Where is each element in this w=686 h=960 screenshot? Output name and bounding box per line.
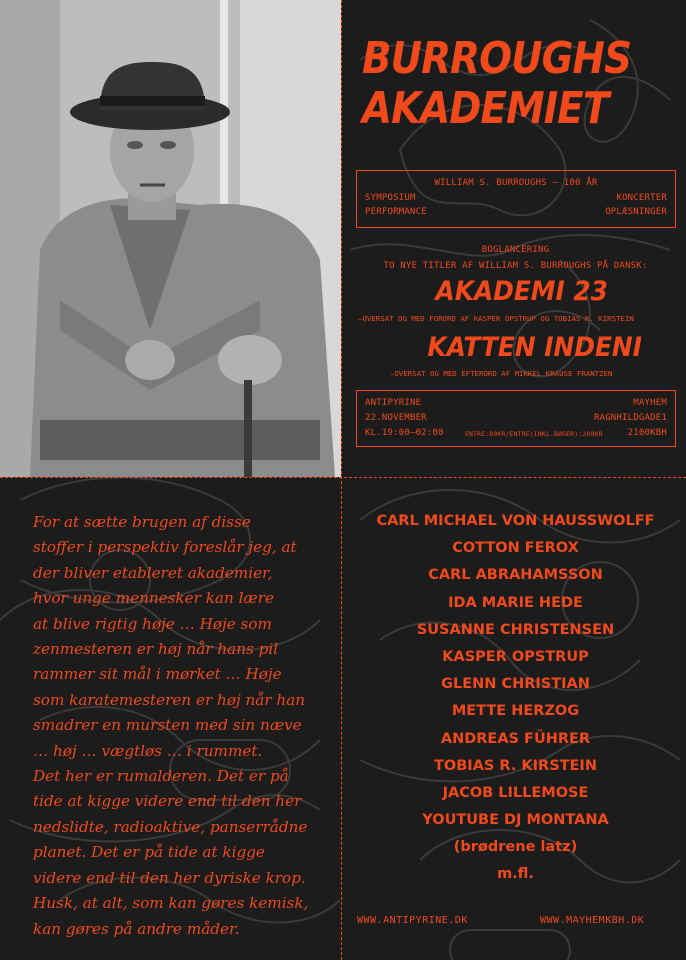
book-credit-1: —OVERSAT OG MED FORORD AF KASPER OPSTRUP OG TOBIAS R. KIRSTEIN [358,314,634,323]
book-launch-label: BOGLANCERING [481,245,550,255]
venue-time: KL.19:00–02:00 [365,428,444,438]
divider-vertical-dashed [341,0,342,960]
performer-list [345,508,686,889]
divider-horizontal-dashed [0,477,686,478]
burroughs-quote [33,510,333,942]
quote-line: rammer sit mål i mørket … Høje [33,665,282,684]
quote-line: kan gøres på andre måder. [33,919,240,938]
quote-line: videre end til den her dyriske krop. [33,868,306,887]
url-antipyrine[interactable]: WWW.ANTIPYRINE.DK [357,915,468,926]
poster-title [362,34,635,134]
venue-date: 22.NOVEMBER [365,413,427,423]
venue-info-box [356,390,676,447]
venue-price: ENTRE:80KR/ENTRE(INKL.BØGER):200KR [465,430,603,438]
quote-line: nedslidte, radioaktive, panserrådne [33,817,308,836]
performer-name: JACOB LILLEMOSE [442,784,589,801]
quote-line: planet. Det er på tide at kigge [33,843,265,862]
venue-org: ANTIPYRINE [365,398,422,408]
quote-line: smadrer en mursten med sin næve [33,716,302,735]
event-headline: WILLIAM S. BURROUGHS — 100 ÅR [434,178,598,188]
quote-line: Det her er rumalderen. Det er på [33,767,289,786]
performer-name: GLENN CHRISTIAN [441,676,590,693]
quote-line: hvor unge mennesker kan lære [33,589,274,608]
performer-name: ANDREAS FÜHRER [440,730,591,747]
quote-line: at blive rigtig høje … Høje som [33,614,272,633]
performer-name: SUSANNE CHRISTENSEN [416,621,615,638]
performer-name: YOUTUBE DJ MONTANA [422,812,609,829]
quote-line: stoffer i perspektiv foreslår jeg, at [33,538,297,557]
performer-name: COTTON FEROX [452,540,579,557]
book-title-katten-indeni: KATTEN INDENI [427,332,642,363]
event-info-box [356,170,676,228]
quote-line: Husk, at alt, som kan gøres kemisk, [33,894,309,913]
venue-street: RAGNHILDGADE1 [593,413,667,423]
quote-line: For at sætte brugen af disse [33,513,251,531]
venue-city: 2100KBH [627,428,667,438]
event-performance: PERFORMANCE [365,207,427,217]
event-concerts: KONCERTER [616,193,667,203]
performer-name: METTE HERZOG [451,703,580,720]
quote-line: der bliver etableret akademier, [33,563,273,582]
event-readings: OPLÆSNINGER [605,207,667,217]
performer-name: TOBIAS R. KIRSTEIN [434,757,597,774]
performer-name: CARL ABRAHAMSSON [428,567,603,584]
quote-line: … høj … vægtløs … i rummet. [33,741,263,760]
title-line-1: BURROUGHS [362,33,632,84]
book-launch-subtitle: TO NYE TITLER AF WILLIAM S. BURROUGHS PÅ DANSK: [383,261,648,271]
url-mayhem[interactable]: WWW.MAYHEMKBH.DK [540,915,645,926]
performer-name: IDA MARIE HEDE [448,594,583,611]
event-symposium: SYMPOSIUM [365,193,416,203]
quote-line: zenmesteren er høj når hans pil [33,640,279,659]
performer-name: (brødrene latz) [453,839,578,856]
quote-line: som karatemesteren er høj når han [33,690,306,709]
venue-name: MAYHEM [633,398,667,408]
quote-line: tide at kigge videre end til den her [33,792,302,811]
performer-name: m.fl. [497,866,534,883]
book-credit-2: —OVERSAT OG MED EFTERORD AF MIKKEL KRAUSE FRANTZEN [390,369,613,378]
book-title-akademi-23: AKADEMI 23 [435,276,608,307]
portrait-photo [0,0,341,477]
performer-name: KASPER OPSTRUP [442,648,589,665]
title-line-2: AKADEMIET [362,83,609,134]
performer-name: CARL MICHAEL VON HAUSSWOLFF [376,513,655,529]
